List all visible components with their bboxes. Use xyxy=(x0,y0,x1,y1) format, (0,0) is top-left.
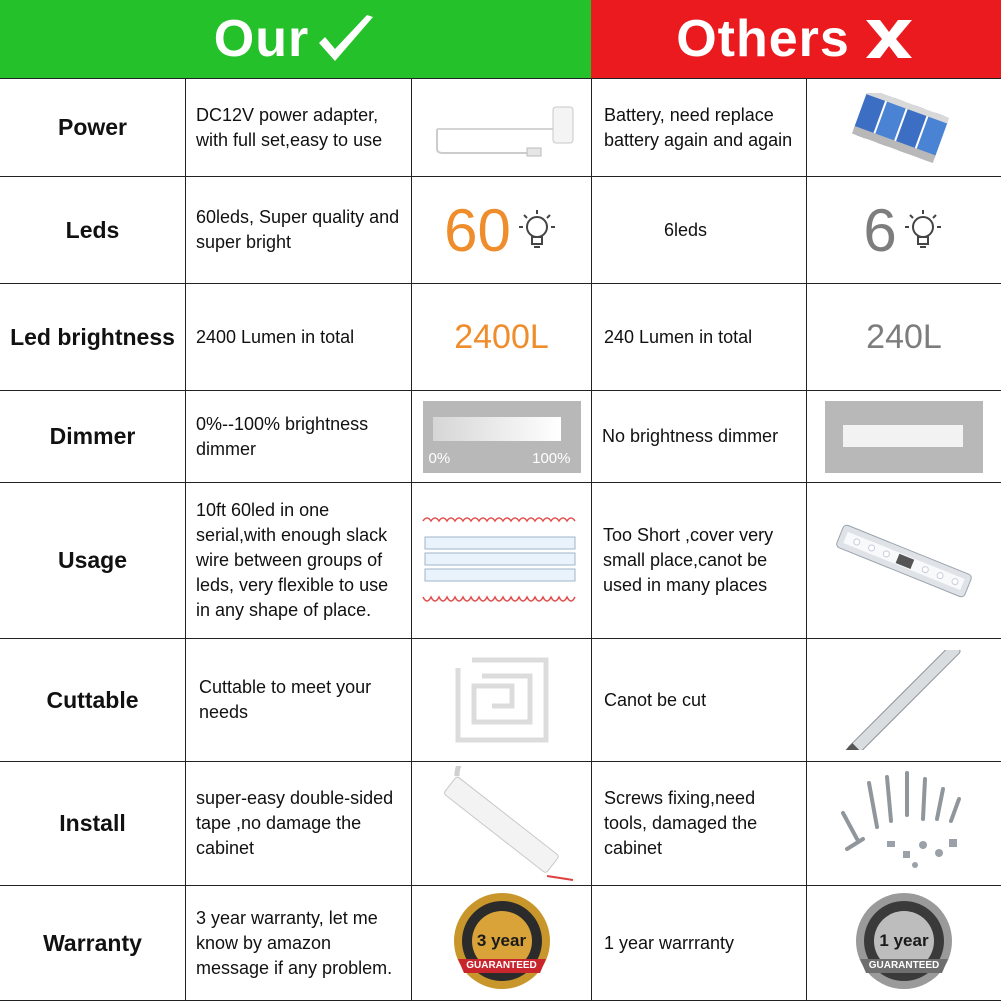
others-badge-caption: GUARANTEED xyxy=(868,960,940,971)
ours-description: 60leds, Super quality and super bright xyxy=(185,177,411,283)
lightbulb-icon xyxy=(901,208,945,252)
others-image-light-bar xyxy=(806,483,1001,638)
row-usage xyxy=(0,482,1001,638)
row-warranty xyxy=(0,885,1001,1000)
others-description: 1 year warrranty xyxy=(591,886,806,1000)
header-others xyxy=(591,0,1001,78)
x-icon xyxy=(862,16,916,62)
others-badge-text: 1 year xyxy=(879,931,929,950)
ours-description: 0%--100% brightness dimmer xyxy=(185,391,411,482)
others-description: No brightness dimmer xyxy=(591,391,806,482)
ours-description: super-easy double-sided tape ,no damage the cabinet xyxy=(185,762,411,885)
feature-label: Led brightness xyxy=(10,323,175,350)
feature-label: Install xyxy=(59,810,126,836)
header-ours-label: Our xyxy=(213,10,310,68)
others-description: Canot be cut xyxy=(591,639,806,761)
ours-lumen xyxy=(411,284,591,390)
row-dimmer xyxy=(0,390,1001,482)
others-description: Too Short ,cover very small place,canot be used in many places xyxy=(591,483,806,638)
feature-label: Usage xyxy=(57,547,128,573)
ours-description: 3 year warranty, let me know by amazon message if any problem. xyxy=(185,886,411,1000)
ours-image-led-modules xyxy=(411,483,591,638)
others-led-number: 6 xyxy=(863,196,897,264)
others-description: 240 Lumen in total xyxy=(591,284,806,390)
feature-label: Warranty xyxy=(43,929,142,956)
others-lumen-value: 240L xyxy=(866,317,942,356)
feature-label: Power xyxy=(57,114,128,140)
others-lumen xyxy=(806,284,1001,390)
others-image-screws xyxy=(806,762,1001,885)
others-warranty-badge xyxy=(806,886,1001,1000)
ours-lumen-value: 2400L xyxy=(454,317,549,356)
ours-image-cut-strip xyxy=(411,639,591,761)
header-ours xyxy=(0,0,591,78)
others-dimmer-graphic xyxy=(806,391,1001,482)
others-image-rigid-bar xyxy=(806,639,1001,761)
row-power xyxy=(0,78,1001,176)
row-leds xyxy=(0,176,1001,283)
ours-description: DC12V power adapter, with full set,easy to use xyxy=(185,79,411,176)
others-description: 6leds xyxy=(591,177,806,283)
ours-badge-text: 3 year xyxy=(476,931,527,950)
ours-image-tape xyxy=(411,762,591,885)
others-led-count xyxy=(806,177,1001,283)
header-others-label: Others xyxy=(676,10,850,68)
row-install xyxy=(0,761,1001,885)
ours-badge-caption: GUARANTEED xyxy=(466,960,537,971)
checkmark-icon xyxy=(315,13,377,65)
row-brightness xyxy=(0,283,1001,390)
feature-label: Cuttable xyxy=(46,686,139,713)
row-cuttable xyxy=(0,638,1001,761)
others-description: Screws fixing,need tools, damaged the cabinet xyxy=(591,762,806,885)
lightbulb-icon xyxy=(515,208,559,252)
others-description: Battery, need replace battery again and again xyxy=(591,79,806,176)
others-image-batteries xyxy=(806,79,1001,176)
dimmer-max-label: 100% xyxy=(532,449,571,467)
ours-led-number: 60 xyxy=(444,196,511,264)
ours-image-power-adapter xyxy=(411,79,591,176)
dimmer-min-label: 0% xyxy=(428,449,451,467)
feature-label: Leds xyxy=(65,216,120,243)
ours-description: 10ft 60led in one serial,with enough slack wire between groups of leds, very flexible to use in any shape of place. xyxy=(185,483,411,638)
ours-led-count xyxy=(411,177,591,283)
ours-warranty-badge xyxy=(411,886,591,1000)
ours-description: Cuttable to meet your needs xyxy=(185,639,411,761)
ours-description: 2400 Lumen in total xyxy=(185,284,411,390)
ours-dimmer-graphic xyxy=(411,391,591,482)
feature-label: Dimmer xyxy=(49,423,136,449)
